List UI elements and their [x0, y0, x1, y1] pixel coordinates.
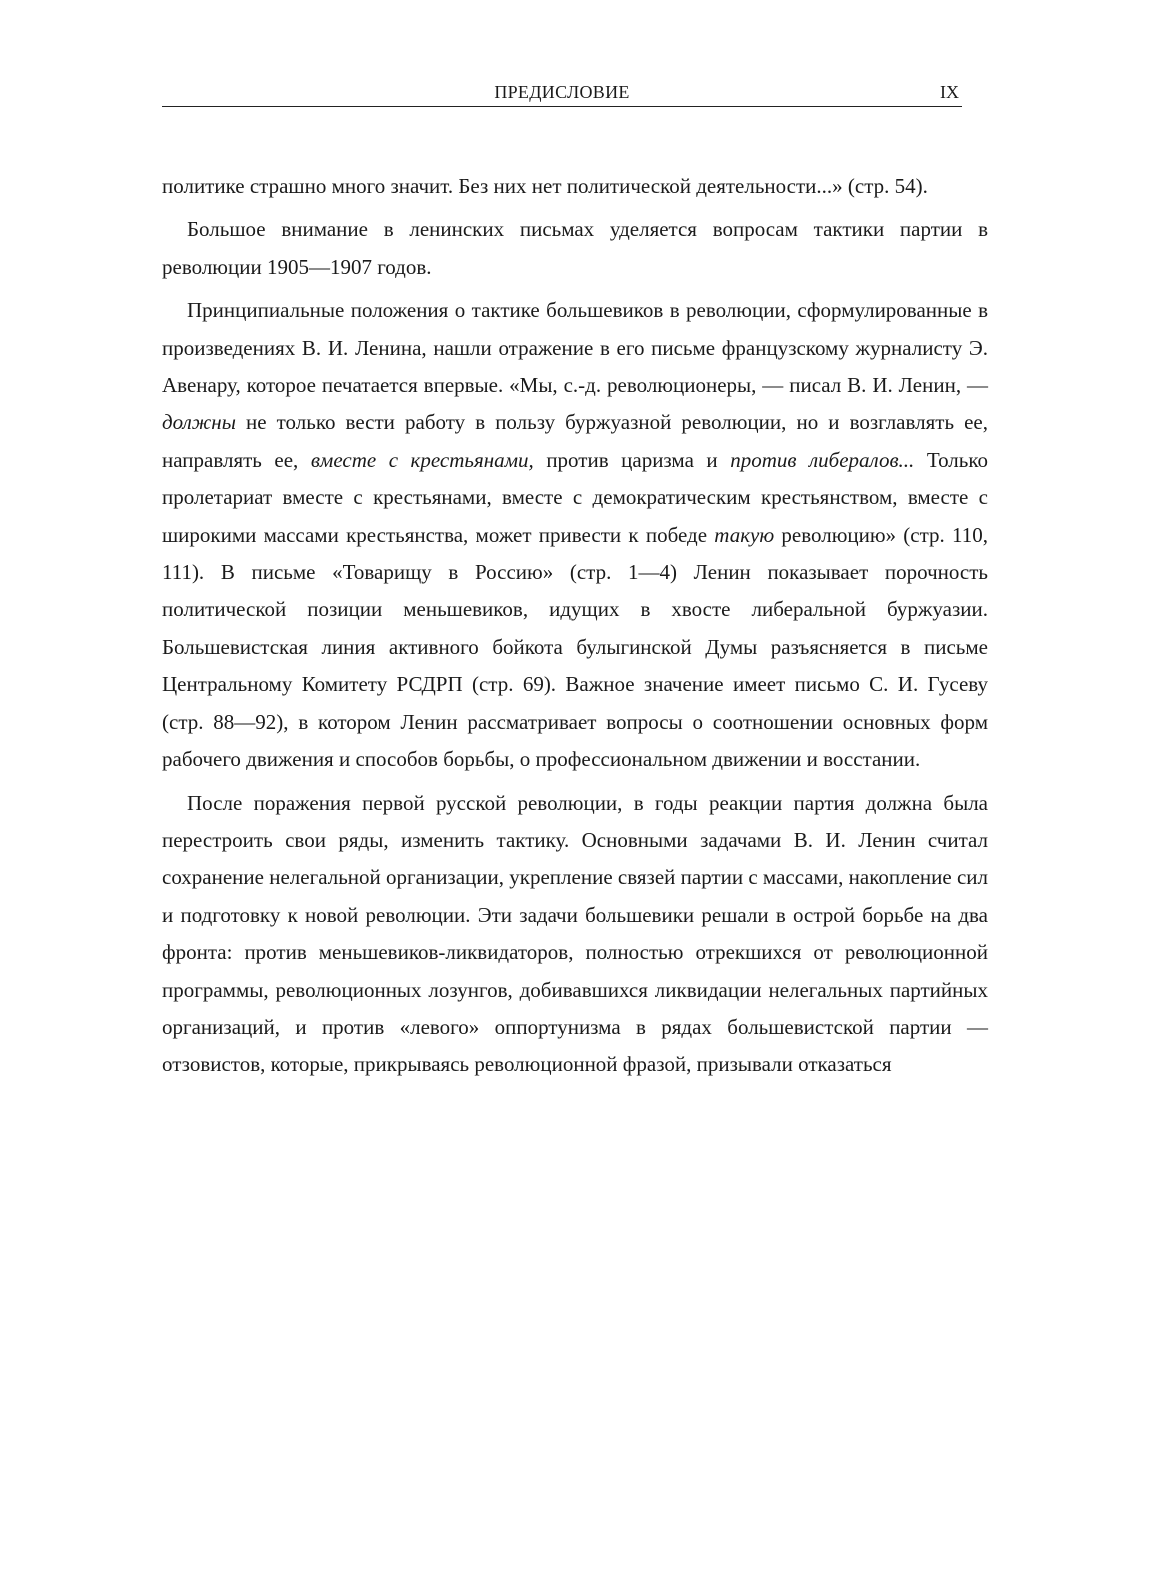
italic-emphasis: вместе с крестьянами,: [310, 447, 534, 472]
text-run: Только пролетариат вместе с крестьянами, вместе с демократическим крестьянством, вместе с широкими массами крестьянства, может привести к победе: [162, 447, 988, 547]
running-header: [162, 80, 962, 107]
italic-emphasis: такую: [714, 522, 775, 547]
page-number: IX: [940, 82, 959, 102]
paragraph: Большое внимание в ленинских письмах уделяется вопросам тактики партии в революции 1905—1907 годов.: [162, 217, 988, 279]
text-run: не только вести работу в пользу буржуазной революции, но и возглавлять ее, направлять ее,: [162, 410, 988, 472]
text-run: революцию» (стр. 110, 111). В письме «Товарищу в Россию» (стр. 1—4) Ленин показывает порочность политической позиции меньшевиков, идущих в хвосте либеральной буржуазии. Большевистская линия активного бойкота булыгинской Думы разъясняется в письме Центральному Комитету РСДРП (стр. 69). Важное значение имеет письмо С. И. Гусеву (стр. 88—92), в котором Ленин рассматривает вопросы о соотношении основных форм рабочего движения и способов борьбы, о профессиональном движении и восстании.: [162, 522, 989, 772]
paragraph: После поражения первой русской революции, в годы реакции партия должна была перестроить свои ряды, изменить тактику. Основными задачами В. И. Ленин считал сохранение нелегальной организации, укрепление связей партии с массами, накопление сил и подготовку к новой революции. Эти задачи большевики решали в острой борьбе на два фронта: против меньшевиков-ликвидаторов, полностью отрекшихся от революционной программы, революционных лозунгов, добивавшихся ликвидации нелегальных партийных организаций, и против «левого» оппортунизма в рядах большевистской партии — отзовистов, которые, прикрываясь революционной фразой, призывали отказаться: [162, 790, 988, 1077]
italic-emphasis: против либералов...: [730, 447, 915, 472]
section-title: ПРЕДИСЛОВИЕ: [494, 82, 630, 102]
body-text: [162, 168, 988, 1090]
text-run: Принципиальные положения о тактике большевиков в революции, сформулированные в произведениях В. И. Ленина, нашли отражение в его письме французскому журналисту Э. Авенару, которое печатается впервые. «Мы, с.-д. революционеры, — писал В. И. Ленин, —: [162, 298, 988, 398]
text-run: против царизма и: [533, 447, 731, 472]
paragraph-tactics: [162, 292, 988, 778]
italic-emphasis: должны: [162, 410, 236, 435]
paragraph-continued: политике страшно много значит. Без них нет политической деятельности...» (стр. 54).: [162, 174, 928, 198]
